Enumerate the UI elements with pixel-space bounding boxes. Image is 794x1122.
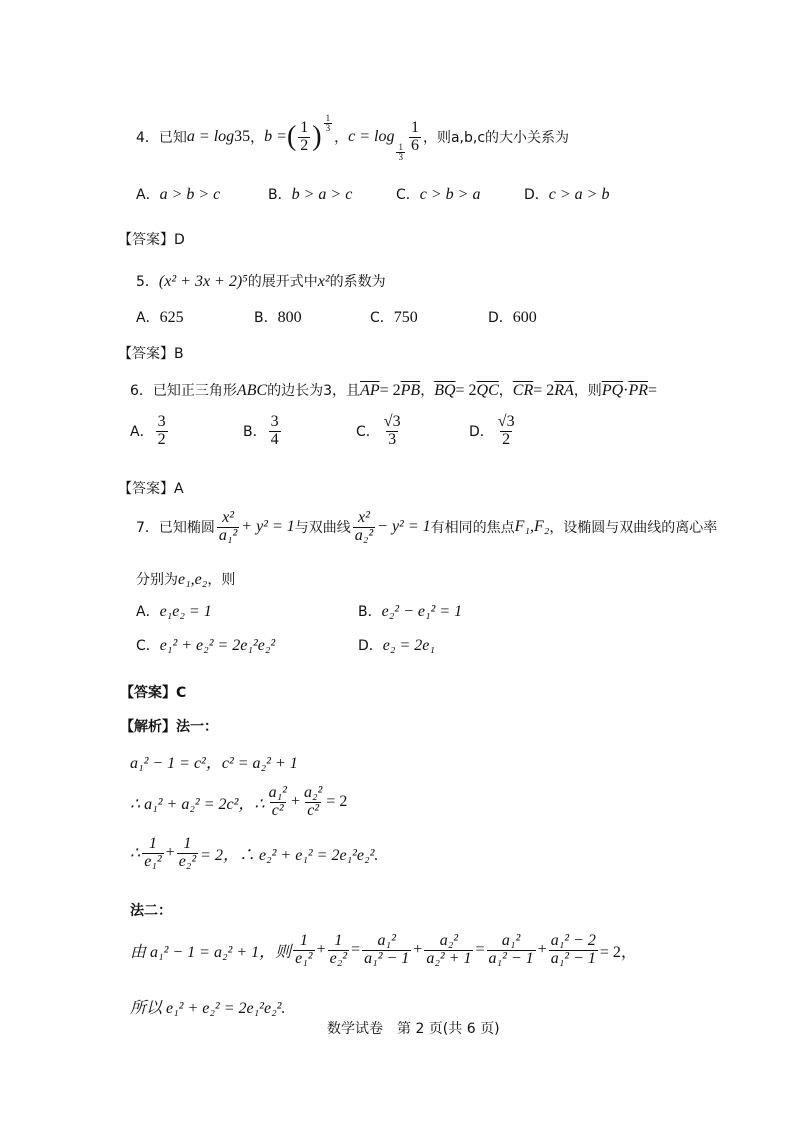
q7-option-c: C．e₁² + e₂² = 2e₁²e₂²	[136, 637, 276, 654]
q4-answer: 【答案】D	[118, 232, 185, 248]
q7-m2-line1: 由 a₁² − 1 = a₂² + 1，则 $\frac{1}{\text{e₁²}}$ + $\frac{1}{\text{e₂²}}$ = $\frac{\text{a₁²}}{\text{a₁² − 1}}$ + $\frac{\text{a₂²}}{\text{a₂² + 1}}$ = $\frac{\text{a₁²}}{\text{a₁² − 1}}$ + $\frac{\text{a₁² − 2}}{\text{a₁² − 1}}$ = 2，	[130, 932, 637, 967]
q7-analysis-heading: 【解析】法一：	[120, 719, 218, 735]
q5-number: 5．	[136, 274, 159, 290]
q4-option-a: A．a > b > c	[136, 186, 221, 203]
q4-stem: 4． 已知 a = log 3 5 ， b = ( $\frac{1}{2}$ ) $\frac{1}{3}$ ， c = log $\frac{1}{3}$ $\frac{1}{6}$ ，则a,b,c的大小关系为	[136, 113, 570, 163]
q5-answer: 【答案】B	[118, 346, 184, 362]
q6-option-c: C． $\frac{√3}{3}$	[356, 413, 401, 448]
q4-number: 4．	[136, 130, 159, 147]
q7-method2-heading: 法二：	[130, 903, 172, 919]
q5-option-b: B．800	[254, 309, 302, 326]
q6-answer: 【答案】A	[118, 481, 184, 497]
q4-option-b: B．b > a > c	[268, 186, 353, 203]
q5-stem: 5．(x² + 3x + 2)⁵的展开式中x²的系数为	[136, 273, 386, 290]
q7-m1-line1: a₁² − 1 = c²，c² = a₂² + 1	[130, 755, 298, 772]
q7-stem: 7． 已知椭圆 $\frac{\text{x²}}{\text{a₁²}}$ + y² = 1 与双曲线 $\frac{\text{x²}}{\text{a₂²}}$ − y² = 1 有相同的焦点 F₁,F₂ ，设椭圆与双曲线的离心率	[136, 509, 718, 544]
q6-option-d: D． $\frac{√3}{2}$	[469, 413, 515, 448]
q6-number: 6．	[130, 383, 153, 399]
q7-option-d: D．e₂ = 2e₁	[358, 637, 435, 654]
page-footer: 数学试卷 第 2 页(共 6 页)	[327, 1021, 500, 1037]
q5-option-c: C．750	[370, 309, 418, 326]
q4-c-fraction: $\frac{1}{6}$	[410, 119, 419, 154]
q4-b-exponent: $\frac{1}{3}$	[325, 113, 331, 134]
q7-option-b: B．e₂² − e₁² = 1	[358, 603, 463, 620]
q6-option-a: A． $\frac{3}{2}$	[130, 413, 166, 448]
q7-m1-line2: ∴ a₁² + a₂² = 2c²，∴ $\frac{\text{a₁²}}{\text{c²}}$ + $\frac{\text{a₂²}}{\text{c²}}$ = 2	[130, 784, 348, 819]
q7-stem-line2: 分别为e₁,e₂，则	[136, 571, 236, 588]
q7-m2-final: 所以 e₁² + e₂² = 2e₁²e₂².	[130, 1000, 286, 1017]
q4-b-fraction: $\frac{1}{2}$	[300, 119, 309, 154]
q6-stem: 6．已知正三角形ABC的边长为3，且$\overline{AP}= 2\overline{PB}$，$\overline{BQ}= 2\overline{QC}$，$\overline{CR}= 2\overline{RA}$，则$\overline{PQ}\cdot\overline{PR}=$	[130, 382, 658, 399]
q4-option-c: C．c > b > a	[396, 186, 481, 203]
q7-option-a: A．e₁e₂ = 1	[136, 603, 212, 620]
q7-answer: 【答案】C	[120, 685, 187, 701]
q6-option-b: B． $\frac{3}{4}$	[243, 413, 279, 448]
q4-option-d: D．c > a > b	[524, 186, 610, 203]
q4-c-base: $\frac{1}{3}$	[398, 141, 403, 163]
q7-m1-line3: ∴ $\frac{1}{\text{e₁²}}$ + $\frac{1}{\text{e₂²}}$ = 2，∴ e₂² + e₁² = 2e₁²e₂².	[130, 835, 379, 870]
q5-option-d: D．600	[488, 309, 537, 326]
q5-option-a: A．625	[136, 309, 184, 326]
q7-number: 7．	[136, 520, 159, 537]
